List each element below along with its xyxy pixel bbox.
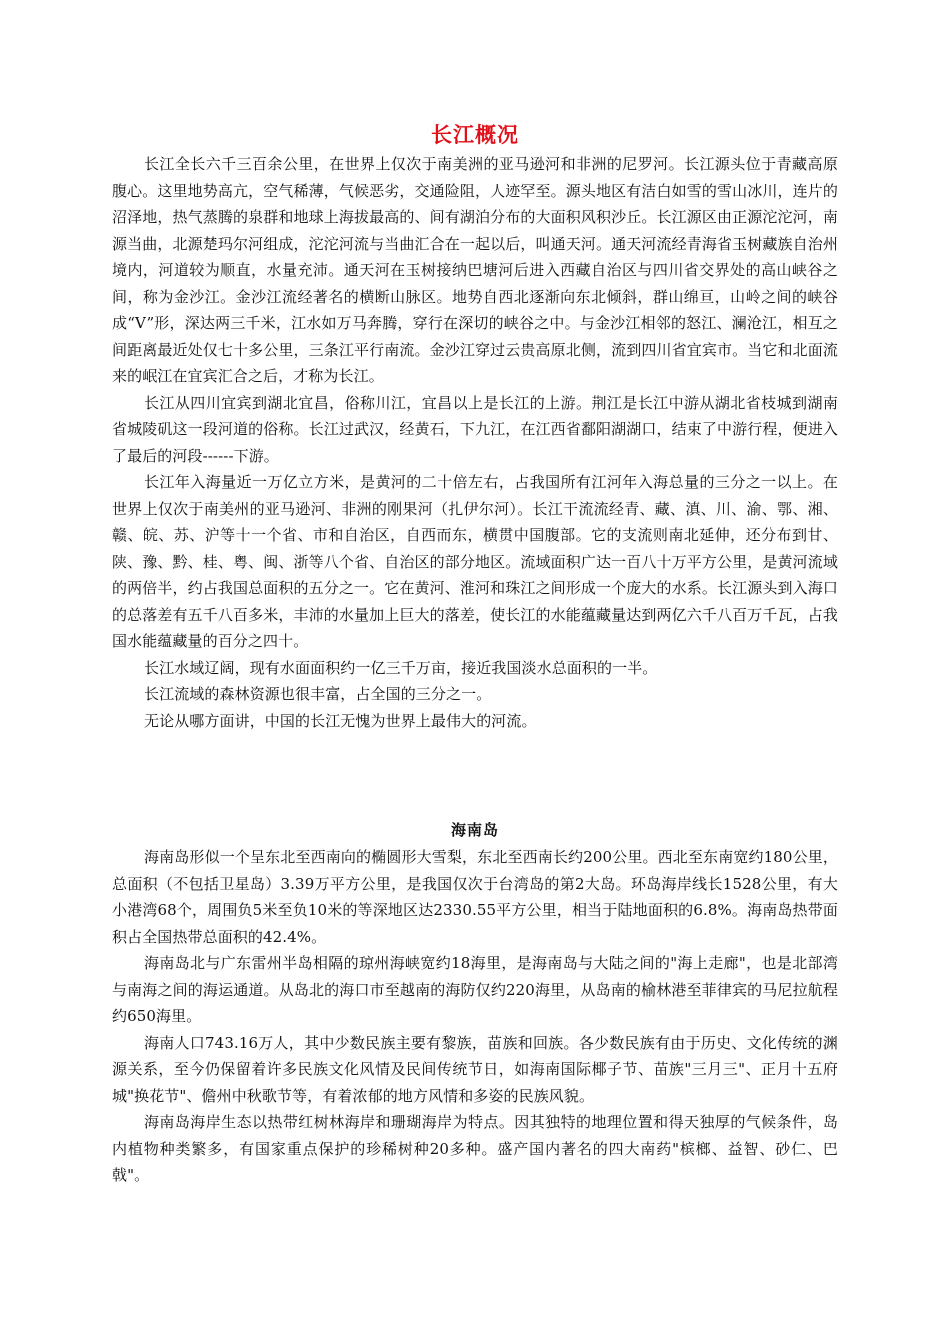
yangtze-paragraph-5: 长江流域的森林资源也很丰富，占全国的三分之一。 (144, 685, 492, 703)
yangtze-paragraph-2: 长江从四川宜宾到湖北宜昌，俗称川江，宜昌以上是长江的上游。荆江是长江中游从湖北省枝城到湖南省城陵矶这一段河道的俗称。长江过武汉，经黄石，下九江，在江西省鄱阳湖湖口，结束了中游行程，便进入了最后的河段------下游。 (112, 393, 838, 465)
hainan-paragraph-1: 海南岛形似一个呈东北至西南向的椭圆形大雪梨，东北至西南长约200公里。西北至东南宽约180公里，总面积（不包括卫星岛）3.39万平方公里，是我国仅次于台湾岛的第2大岛。环岛海岸线长1528公里，有大小港湾68个，周围负5米至负10米的等深地区达2330.55平方公里，相当于陆地面积的6.8%。海南岛热带面积占全国热带总面积的42.4%。 (112, 848, 838, 946)
yangtze-title: 长江概况 (431, 122, 519, 147)
yangtze-section (112, 120, 838, 734)
yangtze-paragraph-6: 无论从哪方面讲，中国的长江无愧为世界上最伟大的河流。 (144, 711, 537, 730)
yangtze-paragraph-1: 长江全长六千三百余公里，在世界上仅次于南美洲的亚马逊河和非洲的尼罗河。长江源头位于青藏高原腹心。这里地势高亢，空气稀薄，气候恶劣，交通险阻，人迹罕至。源头地区有洁白如雪的雪山冰川，连片的沼泽地，热气蒸腾的泉群和地球上海拔最高的、间有湖泊分布的大面积风积沙丘。长江源区由正源沱沱河，南源当曲，北源楚玛尔河组成，沱沱河流与当曲汇合在一起以后，叫通天河。通天河流经青海省玉树藏族自治州境内，河道较为顺直，水量充沛。通天河在玉树接纳巴塘河后进入西藏自治区与四川省交界处的高山峡谷之间，称为金沙江。金沙江流经著名的横断山脉区。地势自西北逐渐向东北倾斜，群山绵亘，山岭之间的峡谷成“V”形，深达两三千米，江水如万马奔腾，穿行在深切的峡谷之中。与金沙江相邻的怒江、澜沧江，相互之间距离最近处仅七十多公里，三条江平行南流。金沙江穿过云贵高原北侧，流到四川省宜宾市。当它和北面流来的岷江在宜宾汇合之后，才称为长江。 (112, 155, 838, 385)
hainan-paragraph-2: 海南岛北与广东雷州半岛相隔的琼州海峡宽约18海里，是海南岛与大陆之间的"海上走廊"，也是北部湾与南海之间的海运通道。从岛北的海口市至越南的海防仅约220海里，从岛南的榆林港至菲律宾的马尼拉航程约650海里。 (112, 954, 838, 1025)
hainan-section (112, 817, 838, 1189)
yangtze-paragraph-4: 长江水域辽阔，现有水面面积约一亿三千万亩，接近我国淡水总面积的一半。 (144, 658, 658, 677)
yangtze-paragraph-3: 长江年入海量近一万亿立方米，是黄河的二十倍左右，占我国所有江河年入海总量的三分之一以上。在世界上仅次于南美州的亚马逊河、非洲的刚果河（扎伊尔河）。长江干流流经青、藏、滇、川、渝、鄂、湘、赣、皖、苏、沪等十一个省、市和自治区，自西而东，横贯中国腹部。它的支流则南北延伸，还分布到甘、陕、豫、黔、桂、粤、闽、浙等八个省、自治区的部分地区。流域面积广达一百八十万平方公里，是黄河流域的两倍半，约占我国总面积的五分之一。它在黄河、淮河和珠江之间形成一个庞大的水系。长江源头到入海口的总落差有五千八百多米，丰沛的水量加上巨大的落差，使长江的水能蕴藏量达到两亿六千八百万千瓦，占我国水能蕴藏量的百分之四十。 (112, 473, 838, 650)
hainan-title: 海南岛 (450, 821, 499, 839)
hainan-paragraph-4: 海南岛海岸生态以热带红树林海岸和珊瑚海岸为特点。因其独特的地理位置和得天独厚的气候条件，岛内植物种类繁多，有国家重点保护的珍稀树种20多种。盛产国内著名的四大南药"槟榔、益智、砂仁、巴戟"。 (112, 1113, 838, 1184)
hainan-paragraph-3: 海南人口743.16万人，其中少数民族主要有黎族，苗族和回族。各少数民族有由于历史、文化传统的渊源关系，至今仍保留着许多民族文化风情及民间传统节日，如海南国际椰子节、苗族"三月三"、正月十五府城"换花节"、儋州中秋歌节等，有着浓郁的地方风情和多姿的民族风貌。 (112, 1033, 838, 1105)
